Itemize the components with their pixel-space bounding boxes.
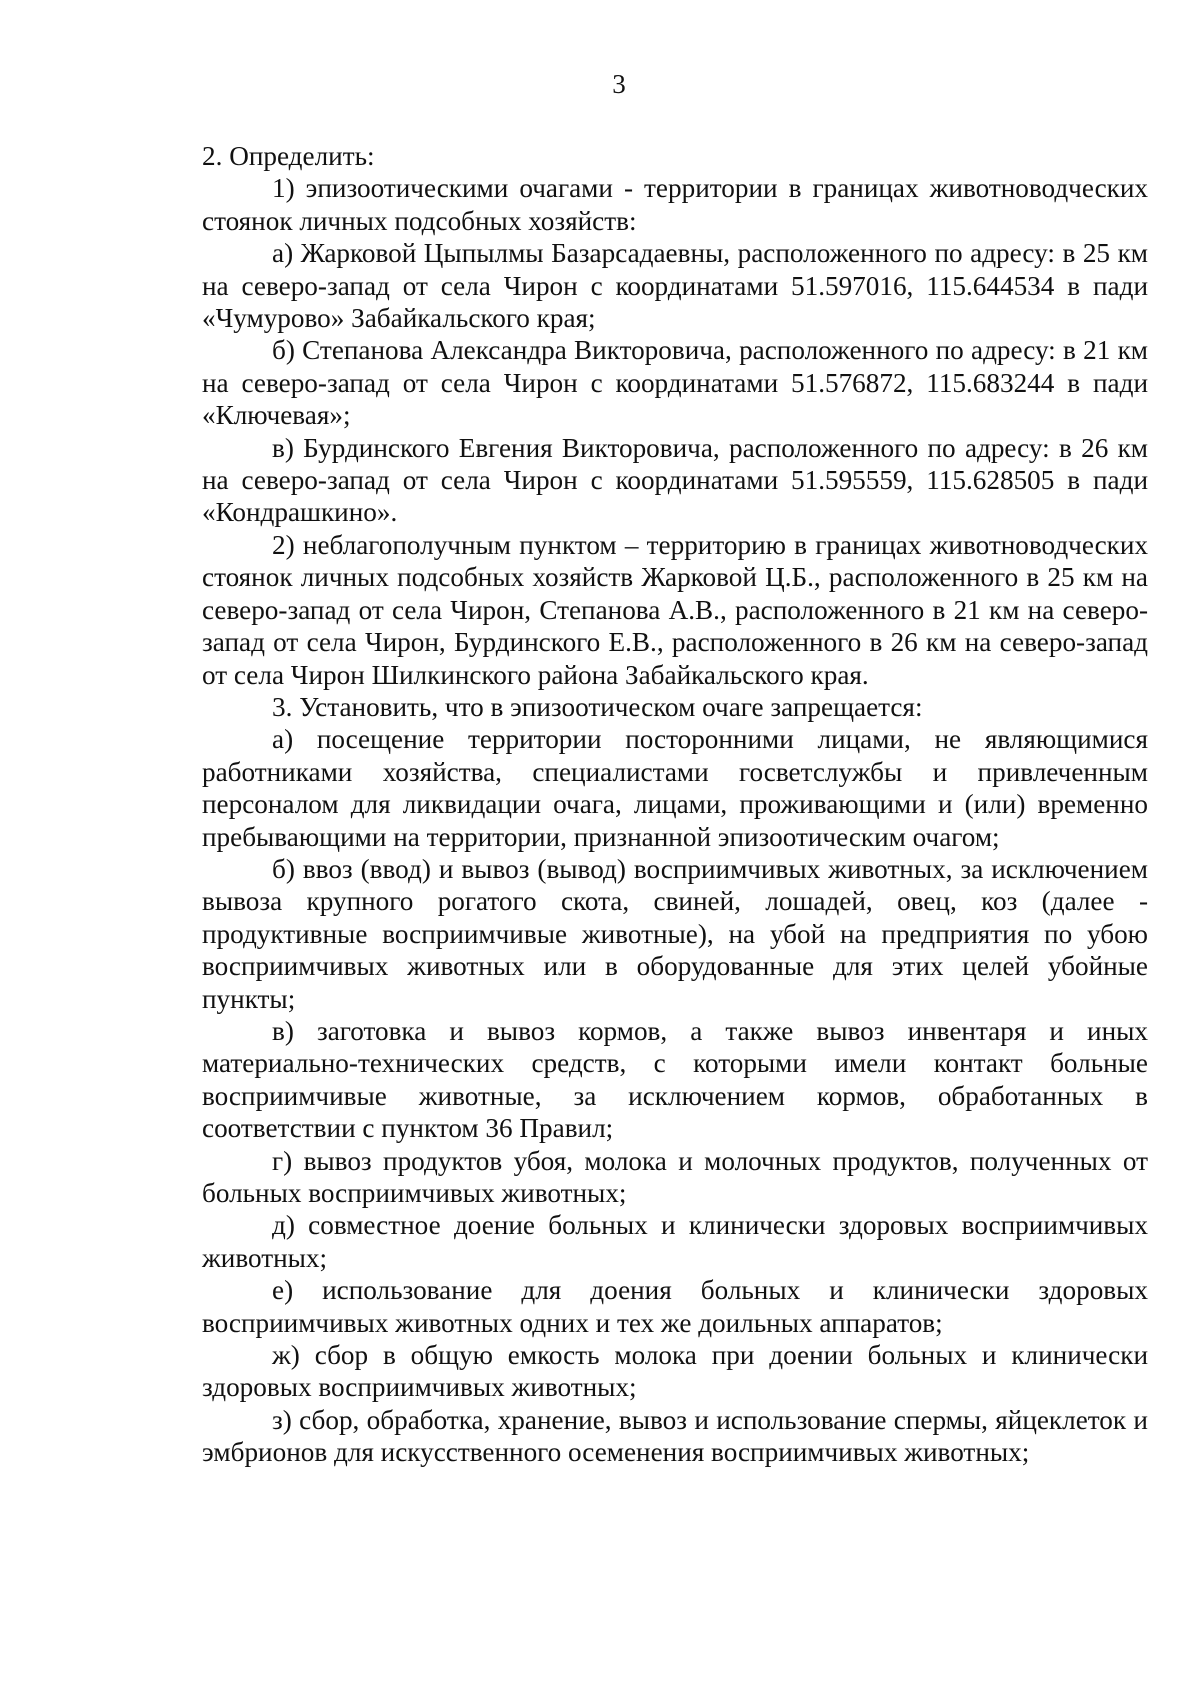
paragraph-item-3c: в) заготовка и вывоз кормов, а также вывоз инвентаря и иных материально-технических средств, с которыми имели контакт больные восприимчивые животные, за исключением кормов, обработанных в соответствии с пунктом 36 Правил; (202, 1015, 1148, 1144)
paragraph-item-3f: е) использование для доения больных и клинически здоровых восприимчивых животных одних и тех же доильных аппаратов; (202, 1275, 1148, 1338)
paragraph-item-3a: а) посещение территории посторонними лицами, не являющимися работниками хозяйства, специалистами госветслужбы и привлеченным персоналом для ликвидации очага, лицами, проживающими и (или) временно пребывающими на территории, признанной эпизоотическим очагом; (202, 724, 1148, 852)
paragraph-item-1: 1) эпизоотическими очагами - территории в границах животноводческих стоянок личных подсобных хозяйств: (202, 173, 1148, 236)
document-body (202, 140, 1148, 1469)
paragraph-item-3e: д) совместное доение больных и клинически здоровых восприимчивых животных; (202, 1210, 1148, 1273)
paragraph-item-2: 2) неблагополучным пунктом – территорию в границах животноводческих стоянок личных подсобных хозяйств Жарковой Ц.Б., расположенного в 25 км на северо-запад от села Чирон, Степанова А.В., расположенного в 21 км на северо-запад от села Чирон, Бурдинского Е.В., расположенного в 26 км на северо-запад от села Чирон Шилкинского района Забайкальского края. (202, 529, 1148, 690)
section-2-heading: 2. Определить: (202, 141, 375, 171)
paragraph-item-1c: в) Бурдинского Евгения Викторовича, расположенного по адресу: в 26 км на северо-запад от села Чирон с координатами 51.595559, 115.628505 в пади «Кондрашкино». (202, 432, 1148, 528)
paragraph-item-1b: б) Степанова Александра Викторовича, расположенного по адресу: в 21 км на северо-запад от села Чирон с координатами 51.576872, 115.683244 в пади «Ключевая»; (202, 335, 1148, 431)
paragraph-item-1a: а) Жарковой Цыпылмы Базарсадаевны, расположенного по адресу: в 25 км на северо-запад от села Чирон с координатами 51.597016, 115.644534 в пади «Чумурово» Забайкальского края; (202, 238, 1148, 334)
paragraph-item-3d: г) вывоз продуктов убоя, молока и молочных продуктов, полученных от больных восприимчивых животных; (202, 1145, 1148, 1208)
paragraph-item-3g: ж) сбор в общую емкость молока при доении больных и клинически здоровых восприимчивых животных; (202, 1340, 1148, 1403)
section-3-heading: 3. Установить, что в эпизоотическом очаге запрещается: (272, 691, 923, 722)
paragraph-item-3h: з) сбор, обработка, хранение, вывоз и использование спермы, яйцеклеток и эмбрионов для искусственного осеменения восприимчивых животных; (202, 1404, 1148, 1468)
page-number: 3 (612, 69, 626, 99)
paragraph-item-3b: б) ввоз (ввод) и вывоз (вывод) восприимчивых животных, за исключением вывоза крупного рогатого скота, свиней, лошадей, овец, коз (далее - продуктивные восприимчивые животные), на убой на предприятия по убою восприимчивых животных или в оборудованные для этих целей убойные пункты; (202, 853, 1148, 1014)
